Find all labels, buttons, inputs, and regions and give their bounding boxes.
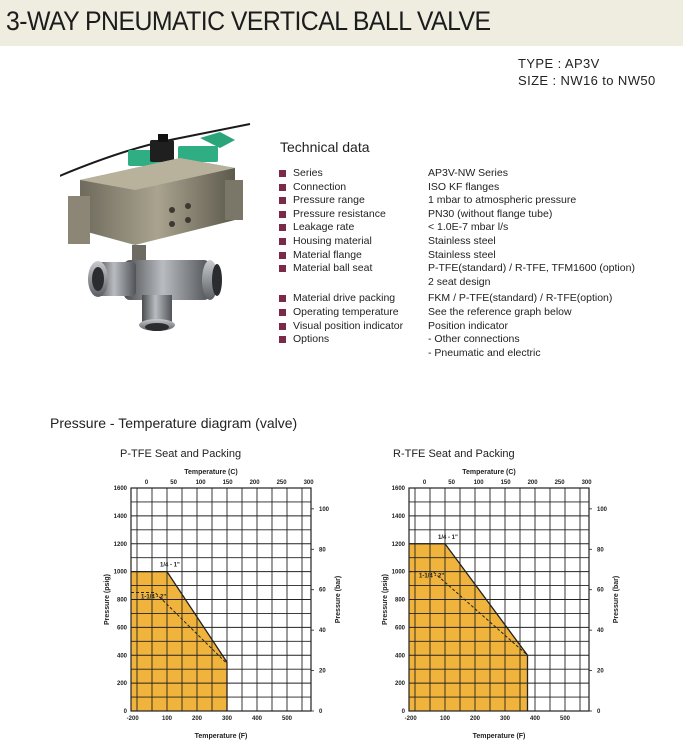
axis-label-y2: Pressure (bar) (335, 575, 342, 624)
spec-row (279, 306, 679, 320)
page-title: 3-WAY PNEUMATIC VERTICAL BALL VALVE (6, 6, 491, 36)
tick-label-x: 500 (281, 716, 293, 722)
tick-label-y: 1600 (113, 486, 127, 492)
spec-label: Operating temperature (293, 305, 399, 318)
tick-label-x2: 300 (303, 480, 314, 486)
tick-label-x2: 0 (422, 480, 427, 486)
spec-value (428, 167, 679, 181)
spec-value (428, 249, 679, 263)
spec-value-line: Stainless steel (428, 234, 496, 247)
tick-label-x: -20 (404, 716, 414, 722)
spec-value (428, 262, 679, 289)
spec-value-line: 2 seat design (428, 275, 491, 288)
spec-value-line: - Other connections (428, 333, 520, 346)
tick-label-x: 200 (469, 716, 481, 722)
spec-value-line: See the reference graph below (428, 305, 572, 318)
spec-label: Visual position indicator (293, 319, 404, 332)
spec-row (279, 292, 679, 306)
spec-value (428, 208, 679, 222)
series-label: 1/4 - 1" (438, 534, 458, 541)
spec-row (279, 320, 679, 334)
spec-row (279, 262, 679, 289)
tick-label-y: 1400 (391, 513, 405, 520)
spec-row (279, 208, 679, 222)
tick-label-y: 0 (401, 709, 405, 715)
spec-label: Housing material (293, 234, 372, 247)
spec-label: Material flange (293, 248, 362, 261)
tick-label-y2: 80 (319, 547, 326, 554)
tick-label-x2: 100 (195, 480, 206, 486)
type-label: TYPE : AP3V (518, 56, 600, 71)
spec-label: Connection (293, 180, 347, 193)
tick-label-x2: 250 (554, 480, 565, 486)
series-label: 1-1/4 - 2" (419, 573, 445, 580)
chart-ptfe-svg (100, 462, 350, 747)
chart-title-ptfe: P-TFE Seat and Packing (120, 448, 242, 460)
tick-label-y2: 40 (597, 628, 604, 635)
axis-label-y2: Pressure (bar) (613, 575, 620, 624)
spec-value-line: 1 mbar to atmospheric pressure (428, 194, 577, 207)
bullet-icon (279, 211, 286, 218)
spec-value-line: - Pneumatic and electric (428, 346, 541, 359)
tick-label-y2: 60 (597, 587, 604, 594)
tick-label-y: 800 (116, 597, 127, 604)
tick-label-y: 1600 (391, 486, 405, 492)
tick-label-x: 300 (221, 716, 233, 722)
spec-value (428, 292, 679, 306)
axis-label-y: Pressure (psig) (104, 574, 111, 625)
spec-value (428, 235, 679, 249)
tick-label-y: 600 (116, 625, 127, 632)
spec-value-line: AP3V-NW Series (428, 167, 508, 179)
chart-rtfe (378, 462, 628, 747)
tick-label-x2: 150 (500, 480, 511, 486)
bullet-icon (279, 309, 286, 316)
spec-label: Series (293, 167, 323, 179)
tick-label-y2: 60 (319, 587, 326, 594)
spec-value-line: P-TFE(standard) / R-TFE, TFM1600 (option) (428, 262, 635, 275)
tick-label-y: 1400 (113, 513, 127, 520)
tick-label-x2: 50 (448, 480, 455, 486)
spec-row (279, 333, 679, 360)
axis-label-x: Temperature (F) (194, 733, 248, 740)
bullet-icon (279, 170, 286, 177)
tick-label-x2: 250 (276, 480, 287, 486)
spec-value (428, 333, 679, 360)
bullet-icon (279, 252, 286, 259)
bullet-icon (279, 336, 286, 343)
tick-label-y: 200 (394, 681, 405, 688)
spec-row (279, 221, 679, 235)
tick-label-y2: 0 (319, 709, 323, 715)
bullet-icon (279, 224, 286, 231)
spec-row (279, 167, 679, 181)
spec-row (279, 249, 679, 263)
tick-label-y2: 0 (597, 709, 601, 715)
tick-label-x: 100 (439, 716, 451, 722)
tick-label-y2: 100 (319, 506, 330, 513)
tick-label-x: 0 (413, 716, 417, 722)
tick-label-x2: 50 (170, 480, 177, 486)
tick-label-y: 400 (116, 653, 127, 660)
bullet-icon (279, 238, 286, 245)
tick-label-x: 200 (191, 716, 203, 722)
tick-label-y2: 40 (319, 628, 326, 635)
tick-label-x: 400 (251, 716, 263, 722)
tick-label-x: 400 (529, 716, 541, 722)
tick-label-x2: 300 (581, 480, 592, 486)
spec-label: Pressure range (293, 194, 365, 207)
chart-title-rtfe: R-TFE Seat and Packing (393, 448, 515, 460)
series-label: 1-1/4 - 2" (141, 594, 167, 601)
chart-rtfe-svg (378, 462, 628, 747)
size-label: SIZE : NW16 to NW50 (518, 73, 656, 88)
tick-label-x: 500 (559, 716, 571, 722)
spec-value-line: ISO KF flanges (428, 180, 500, 193)
spec-row (279, 235, 679, 249)
tick-label-y2: 20 (319, 668, 326, 675)
tick-label-y: 1200 (113, 541, 127, 548)
technical-data-heading: Technical data (280, 139, 370, 155)
spec-label: Material drive packing (293, 292, 396, 305)
axis-label-x2: Temperature (C) (462, 469, 516, 476)
tick-label-y2: 80 (597, 547, 604, 554)
tick-label-y: 1000 (391, 569, 405, 576)
axis-label-y: Pressure (psig) (382, 574, 389, 625)
tick-label-y: 800 (394, 597, 405, 604)
spec-row (279, 181, 679, 195)
diagram-heading: Pressure - Temperature diagram (valve) (50, 415, 298, 431)
spec-value-line: FKM / P-TFE(standard) / R-TFE(option) (428, 292, 613, 305)
spec-value (428, 181, 679, 195)
tick-label-y: 400 (394, 653, 405, 660)
tick-label-x2: 100 (473, 480, 484, 486)
spec-value (428, 320, 679, 334)
tick-label-x: 300 (499, 716, 511, 722)
spec-label: Pressure resistance (293, 207, 386, 220)
tick-label-x2: 150 (222, 480, 233, 486)
spec-label: Leakage rate (293, 221, 355, 234)
spec-value-line: Stainless steel (428, 248, 496, 261)
tick-label-x2: 0 (144, 480, 149, 486)
axis-label-x2: Temperature (C) (184, 469, 238, 476)
spec-value-line: < 1.0E-7 mbar l/s (428, 221, 509, 234)
spec-value (428, 306, 679, 320)
bullet-icon (279, 323, 286, 330)
chart-ptfe (100, 462, 350, 747)
tick-label-y: 200 (116, 681, 127, 688)
tick-label-x: 100 (161, 716, 173, 722)
axis-label-x: Temperature (F) (472, 733, 526, 740)
tick-label-y2: 100 (597, 506, 608, 513)
bullet-icon (279, 295, 286, 302)
spec-label: Options (293, 333, 330, 346)
tick-label-y2: 20 (597, 668, 604, 675)
tick-label-x2: 200 (527, 480, 538, 486)
tick-label-y: 600 (394, 625, 405, 632)
bullet-icon (279, 265, 286, 272)
spec-value (428, 221, 679, 235)
spec-row (279, 194, 679, 208)
bullet-icon (279, 184, 286, 191)
series-label: 1/4 - 1" (160, 562, 180, 569)
spec-value-line: PN30 (without flange tube) (428, 207, 553, 220)
tick-label-y: 1000 (113, 569, 127, 576)
tick-label-x: 0 (135, 716, 139, 722)
spec-label: Material ball seat (293, 262, 373, 275)
bullet-icon (279, 197, 286, 204)
spec-value-line: Position indicator (428, 319, 508, 332)
valve-product-image (60, 110, 275, 350)
tick-label-x2: 200 (249, 480, 260, 486)
tick-label-y: 0 (123, 709, 127, 715)
tick-label-y: 1200 (391, 541, 405, 548)
spec-list (279, 167, 679, 360)
spec-value (428, 194, 679, 208)
tick-label-x: -20 (126, 716, 136, 722)
